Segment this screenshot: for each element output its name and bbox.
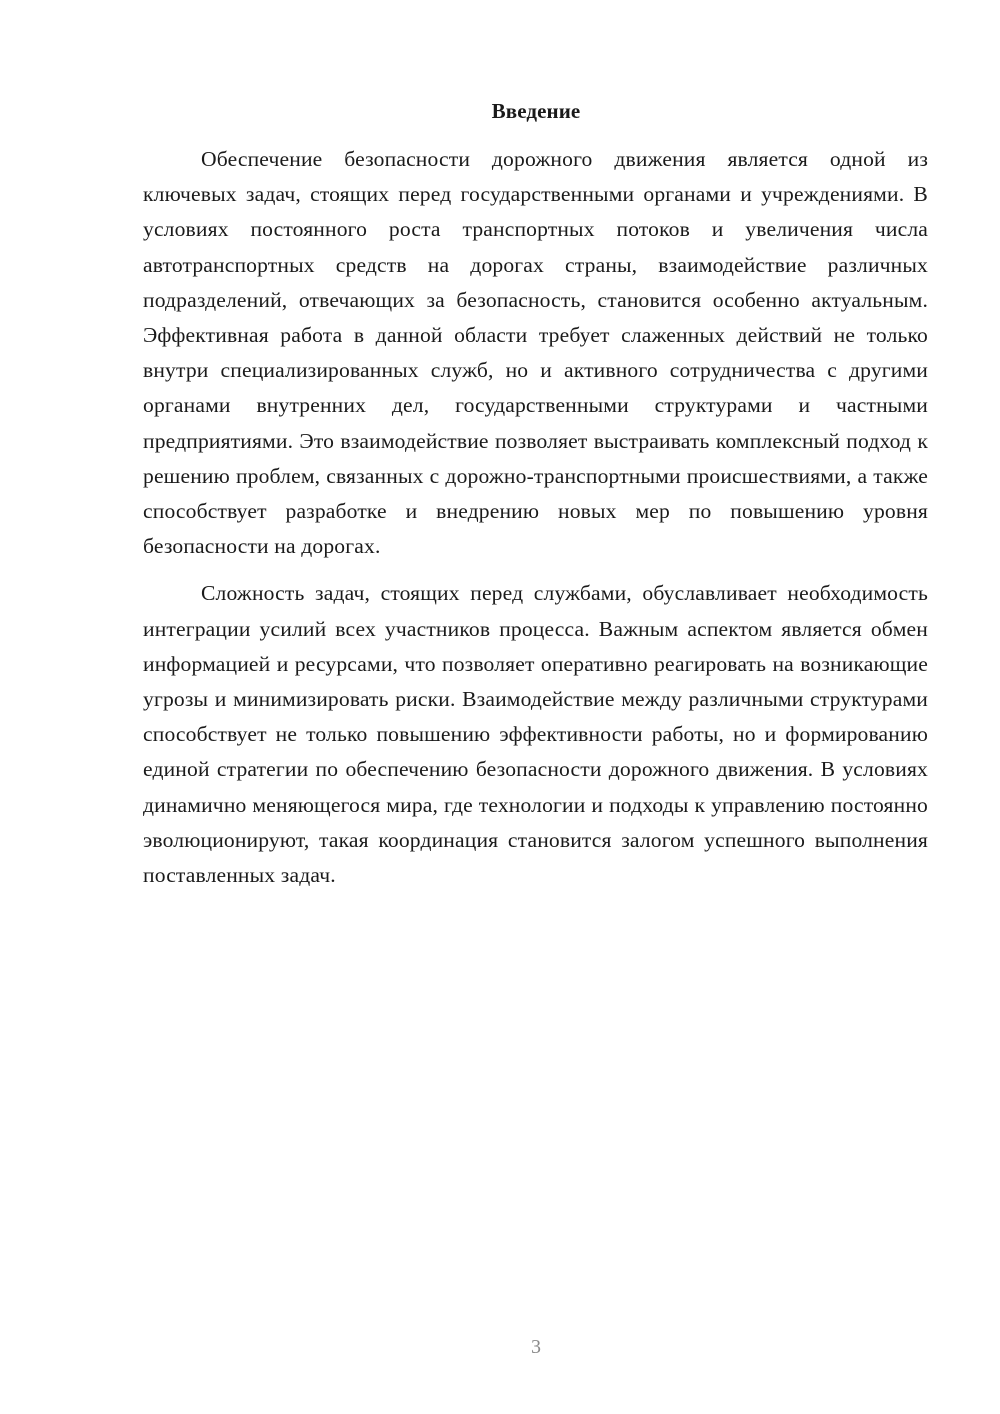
section-heading: Введение (491, 99, 581, 123)
body-text (143, 142, 928, 893)
paragraph-2: Сложность задач, стоящих перед службами, обуславливает необходимость интеграции усилий всех участников процесса. Важным аспектом является обмен информацией и ресурсами, что позволяет оперативно реагировать на возникающие угрозы и минимизировать риски. Взаимодействие между различными структурами способствует не только повышению эффективности работы, но и формированию единой стратегии по обеспечению безопасности дорожного движения. В условиях динамично меняющегося мира, где технологии и подходы к управлению постоянно эволюционируют, такая координация становится залогом успешного выполнения поставленных задач. (143, 581, 928, 888)
paragraph-1: Обеспечение безопасности дорожного движения является одной из ключевых задач, стоящих перед государственными органами и учреждениями. В условиях постоянного роста транспортных потоков и увеличения числа автотранспортных средств на дорогах страны, взаимодействие различных подразделений, отвечающих за безопасность, становится особенно актуальным. Эффективная работа в данной области требует слаженных действий не только внутри специализированных служб, но и активного сотрудничества с другими органами внутренних дел, государственными структурами и частными предприятиями. Это взаимодействие позволяет выстраивать комплексный подход к решению проблем, связанных с дорожно-транспортными происшествиями, а также способствует разработке и внедрению новых мер по повышению уровня безопасности на дорогах. (143, 147, 928, 559)
page-number: 3 (531, 1336, 541, 1358)
